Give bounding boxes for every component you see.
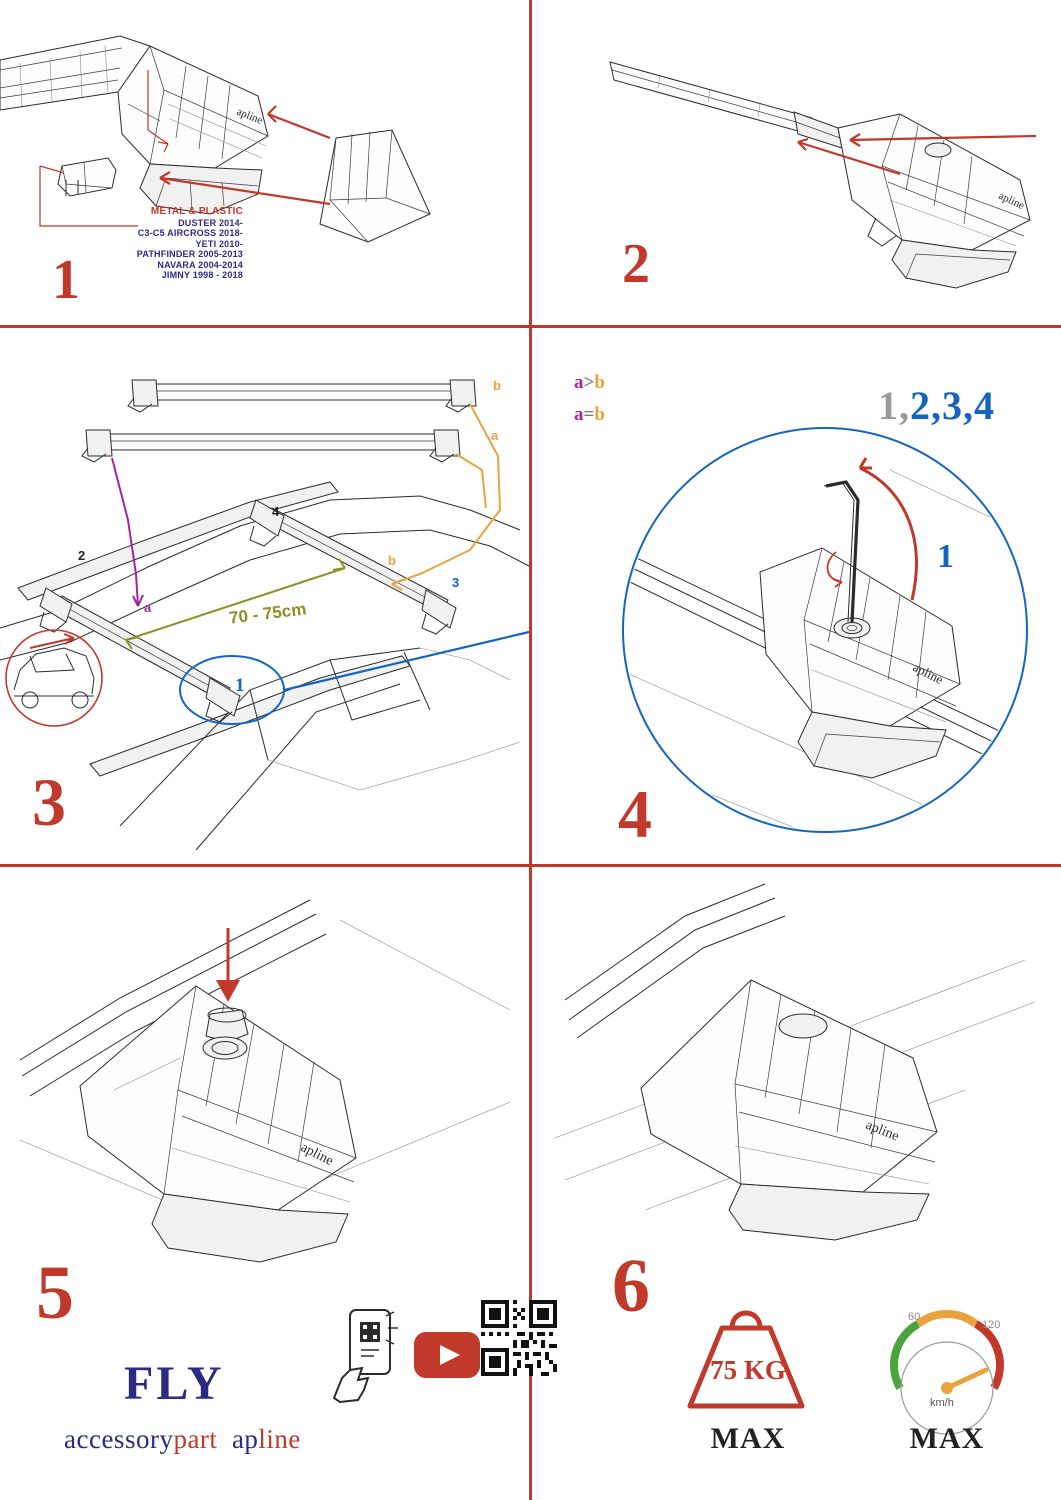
bar-label-lower-a: a: [491, 428, 499, 443]
crossbar-loose-upper: [128, 380, 476, 412]
tagline-ap: ap: [231, 1424, 259, 1454]
compatibility-item: JIMNY 1998 - 2018: [161, 270, 243, 280]
mount-label-4: 4: [272, 504, 280, 519]
roof-rail-right: [90, 656, 410, 776]
divider-col-top: [529, 0, 532, 325]
tagline-line: line: [258, 1424, 301, 1454]
compare-a-equals-b: [574, 404, 605, 426]
compare-b: b: [594, 404, 605, 425]
compatibility-item: YETI 2010-: [195, 238, 243, 249]
curve-b2-orange: [456, 454, 486, 508]
apline-logo-step2: apline: [996, 189, 1027, 213]
step-number-2: 2: [622, 233, 650, 295]
qr-code[interactable]: [481, 1300, 557, 1376]
step-5-drawing: [10, 890, 520, 1230]
speed-unit: km/h: [930, 1397, 954, 1409]
max-weight-caption: MAX: [710, 1422, 786, 1455]
compare-op: =: [583, 404, 595, 425]
zoom-leader-blue: [284, 632, 529, 690]
apline-logo-step1: apline: [234, 105, 265, 127]
step-2-drawing: [600, 40, 1040, 260]
compatibility-item: DUSTER 2014-: [178, 217, 243, 228]
step-number-3: 3: [32, 764, 66, 840]
mount-label-3: 3: [452, 575, 460, 590]
divider-col-bottom: [529, 864, 532, 1500]
clamp-foot-step6: [729, 1184, 929, 1240]
apline-logo-step6: apline: [863, 1117, 901, 1145]
tagline-accessory: accessory: [64, 1424, 174, 1454]
cap-installed: [779, 1014, 827, 1038]
car-direction-inset: [6, 630, 102, 726]
clamp-body-step6: [641, 980, 937, 1192]
compatibility-item: C3-C5 AIRCROSS 2018-: [137, 228, 243, 238]
compatibility-item: NAVARA 2004-2014: [157, 259, 243, 270]
compare-b: b: [594, 372, 605, 393]
brand-title: FLY: [124, 1357, 225, 1410]
car-body: [0, 482, 529, 850]
compatibility-heading: METAL & PLASTIC: [150, 206, 243, 217]
compare-a-greater-b: [574, 372, 605, 394]
youtube-icon[interactable]: [414, 1332, 480, 1378]
step-number-5: 5: [36, 1251, 74, 1335]
roof-label-b: b: [388, 553, 396, 568]
step4-callout-1: 1: [937, 538, 954, 575]
crossbar-mounted-front: [40, 588, 240, 722]
compare-a: a: [574, 372, 584, 393]
sequence-blue: 2,3,4: [910, 383, 995, 428]
compare-a: a: [574, 404, 584, 425]
curve-a-magenta: [112, 458, 138, 606]
compatibility-item: PATHFINDER 2005-2013: [136, 249, 243, 259]
clamp-body: [118, 46, 268, 168]
max-speed-icon: [882, 1294, 1012, 1414]
apline-logo-step4: apline: [910, 659, 946, 688]
apline-logo-step5: apline: [298, 1140, 336, 1170]
clamp-knob: [925, 143, 951, 157]
bar-label-upper-b: b: [493, 378, 501, 393]
clamp-foot-step2: [892, 240, 1016, 288]
speed-max-tick: 120: [982, 1319, 1001, 1331]
scan-qr-phone-icon[interactable]: [328, 1306, 400, 1404]
crossbar: [610, 62, 816, 136]
mount-label-2: 2: [78, 548, 86, 563]
clamp-body-step2: [838, 114, 1030, 250]
sequence-1234: [878, 382, 995, 429]
step-4-drawing: [560, 430, 1060, 830]
crossbar-loose-lower: [82, 430, 460, 462]
distance-arrow: [126, 559, 345, 649]
max-weight-value: 75 KG: [710, 1355, 786, 1385]
max-speed-caption: MAX: [909, 1422, 985, 1455]
mount-label-1: 1: [235, 675, 245, 696]
divider-col-mid: [529, 325, 532, 864]
step-number-6: 6: [612, 1244, 650, 1328]
step-number-4: 4: [618, 776, 652, 852]
rail-cover-small: [58, 158, 116, 196]
brand-tagline: [64, 1424, 301, 1455]
roof-label-a: a: [144, 600, 152, 615]
tagline-part: part: [173, 1424, 218, 1454]
step-number-1: 1: [52, 249, 80, 311]
sequence-gray: 1,: [878, 383, 910, 428]
protector-pad: [320, 130, 430, 242]
mount-2: [40, 588, 72, 622]
roof-rail-left: [18, 482, 338, 600]
speed-min-tick: 60: [908, 1311, 921, 1323]
distance-label: 70 - 75cm: [228, 599, 308, 628]
step-6-drawing: [545, 880, 1045, 1220]
compare-op: >: [583, 372, 595, 393]
insert-arrow: [216, 928, 240, 1002]
bolt-hole-step5: [203, 1037, 247, 1059]
max-weight-icon: [682, 1294, 810, 1414]
